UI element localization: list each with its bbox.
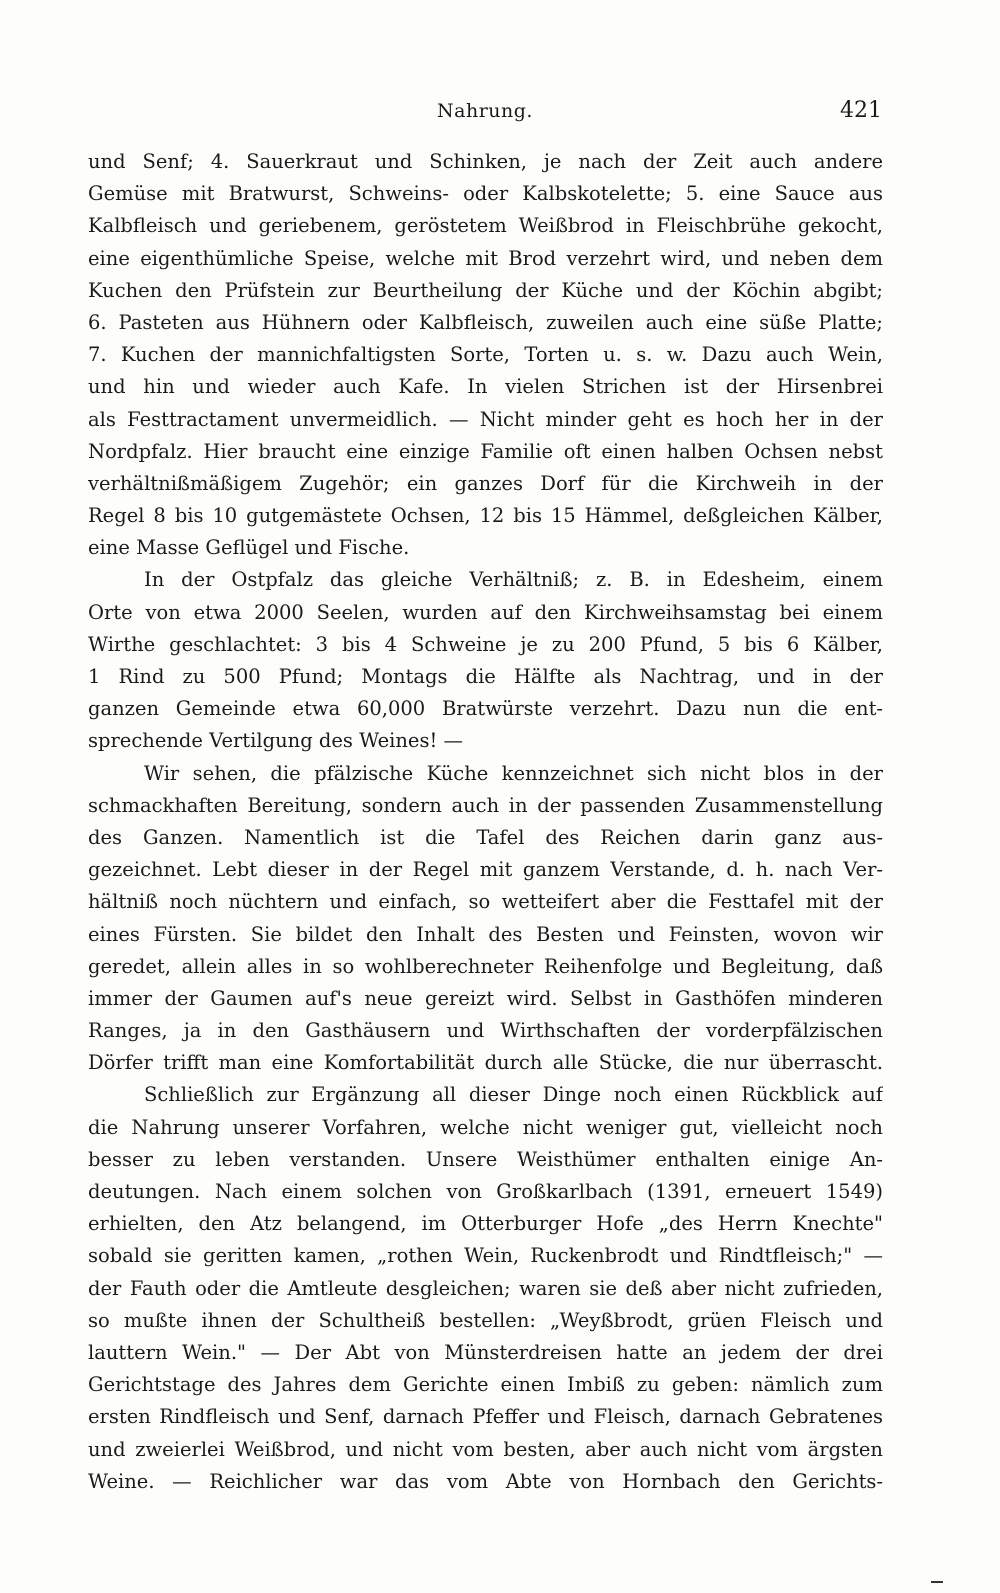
text-line: Wirthe geschlachtet: 3 bis 4 Schweine je zu 200 Pfund, 5 bis 6 Kälber, — [88, 632, 883, 656]
text-line: des Ganzen. Namentlich ist die Tafel des Reichen darin ganz aus- — [88, 825, 883, 849]
text-line: der Fauth oder die Amtleute desgleichen; waren sie deß aber nicht zufrieden, — [88, 1276, 883, 1300]
text-line: geredet, allein alles in so wohlberechneter Reihenfolge und Begleitung, daß — [88, 954, 883, 978]
paragraph-start-line: In der Ostpfalz das gleiche Verhältniß; z. B. in Edesheim, einem — [144, 568, 883, 592]
scan-mark — [931, 1581, 943, 1583]
text-line: eine eigenthümliche Speise, welche mit Brod verzehrt wird, und neben dem — [88, 246, 883, 270]
text-line: immer der Gaumen auf's neue gereizt wird. Selbst in Gasthöfen minderen — [88, 986, 883, 1010]
text-line: Kalbfleisch und geriebenem, geröstetem Weißbrod in Fleischbrühe gekocht, — [88, 214, 883, 238]
text-line: und hin und wieder auch Kafe. In vielen Strichen ist der Hirsenbrei — [88, 375, 883, 399]
text-line: sobald sie geritten kamen, „rothen Wein, Ruckenbrodt und Rindtfleisch;" — — [88, 1244, 883, 1268]
text-line: Orte von etwa 2000 Seelen, wurden auf den Kirchweihsamstag bei einem — [88, 600, 883, 624]
text-line: sprechende Vertilgung des Weines! — — [88, 729, 463, 753]
text-line: deutungen. Nach einem solchen von Großkarlbach (1391, erneuert 1549) — [88, 1180, 883, 1203]
text-line: eine Masse Geflügel und Fische. — [88, 536, 410, 560]
text-line: ersten Rindfleisch und Senf, darnach Pfeffer und Fleisch, darnach Gebratenes — [88, 1405, 883, 1429]
text-line: Kuchen den Prüfstein zur Beurtheilung der Küche und der Köchin abgibt; — [88, 278, 883, 302]
text-line: die Nahrung unserer Vorfahren, welche nicht weniger gut, vielleicht noch — [88, 1115, 883, 1139]
text-line: erhielten, den Atz belangend, im Otterburger Hofe „des Herrn Knechte" — [88, 1212, 883, 1236]
body-text — [88, 146, 883, 1498]
text-line: Regel 8 bis 10 gutgemästete Ochsen, 12 bis 15 Hämmel, deßgleichen Kälber, — [88, 504, 883, 528]
text-line: als Festtractament unvermeidlich. — Nicht minder geht es hoch her in der — [88, 407, 883, 431]
text-line: ganzen Gemeinde etwa 60,000 Bratwürste verzehrt. Dazu nun die ent- — [88, 697, 883, 721]
text-line: 7. Kuchen der mannichfaltigsten Sorte, Torten u. s. w. Dazu auch Wein, — [88, 343, 883, 367]
text-line: Gerichtstage des Jahres dem Gerichte einen Imbiß zu geben: nämlich zum — [88, 1373, 883, 1397]
text-line: lauttern Wein." — Der Abt von Münsterdreisen hatte an jedem der drei — [88, 1340, 883, 1364]
text-line: schmackhaften Bereitung, sondern auch in der passenden Zusammenstellung — [88, 793, 883, 817]
text-line: Ranges, ja in den Gasthäusern und Wirthschaften der vorderpfälzischen — [88, 1019, 883, 1043]
page-number: 421 — [840, 98, 882, 123]
text-line: besser zu leben verstanden. Unsere Weisthümer enthalten einige An- — [88, 1147, 883, 1171]
text-line: Nordpfalz. Hier braucht eine einzige Familie oft einen halben Ochsen nebst — [88, 439, 883, 463]
paragraph-start-line: Wir sehen, die pfälzische Küche kennzeichnet sich nicht blos in der — [144, 761, 883, 785]
running-header — [88, 100, 882, 134]
text-line: und zweierlei Weißbrod, und nicht vom besten, aber auch nicht vom ärgsten — [88, 1437, 883, 1461]
paragraph-start-line: Schließlich zur Ergänzung all dieser Dinge noch einen Rückblick auf — [144, 1083, 883, 1107]
text-line: und Senf; 4. Sauerkraut und Schinken, je nach der Zeit auch andere — [88, 150, 883, 173]
text-line: Weine. — Reichlicher war das vom Abte von Hornbach den Gerichts- — [88, 1469, 883, 1493]
running-title: Nahrung. — [437, 100, 533, 122]
text-line: gezeichnet. Lebt dieser in der Regel mit ganzem Verstande, d. h. nach Ver- — [88, 858, 883, 882]
text-line: eines Fürsten. Sie bildet den Inhalt des Besten und Feinsten, wovon wir — [88, 922, 883, 946]
text-line: verhältnißmäßigem Zugehör; ein ganzes Dorf für die Kirchweih in der — [88, 471, 883, 495]
text-line: 1 Rind zu 500 Pfund; Montags die Hälfte als Nachtrag, und in der — [88, 665, 883, 688]
text-line: Gemüse mit Bratwurst, Schweins- oder Kalbskotelette; 5. eine Sauce aus — [88, 182, 883, 206]
text-line: Dörfer trifft man eine Komfortabilität durch alle Stücke, die nur überrascht. — [88, 1051, 883, 1075]
text-line: hältniß noch nüchtern und einfach, so wetteifert aber die Festtafel mit der — [88, 890, 883, 914]
text-line: so mußte ihnen der Schultheiß bestellen: „Weyßbrodt, grüen Fleisch und — [88, 1308, 883, 1332]
text-line: 6. Pasteten aus Hühnern oder Kalbfleisch, zuweilen auch eine süße Platte; — [88, 310, 883, 334]
